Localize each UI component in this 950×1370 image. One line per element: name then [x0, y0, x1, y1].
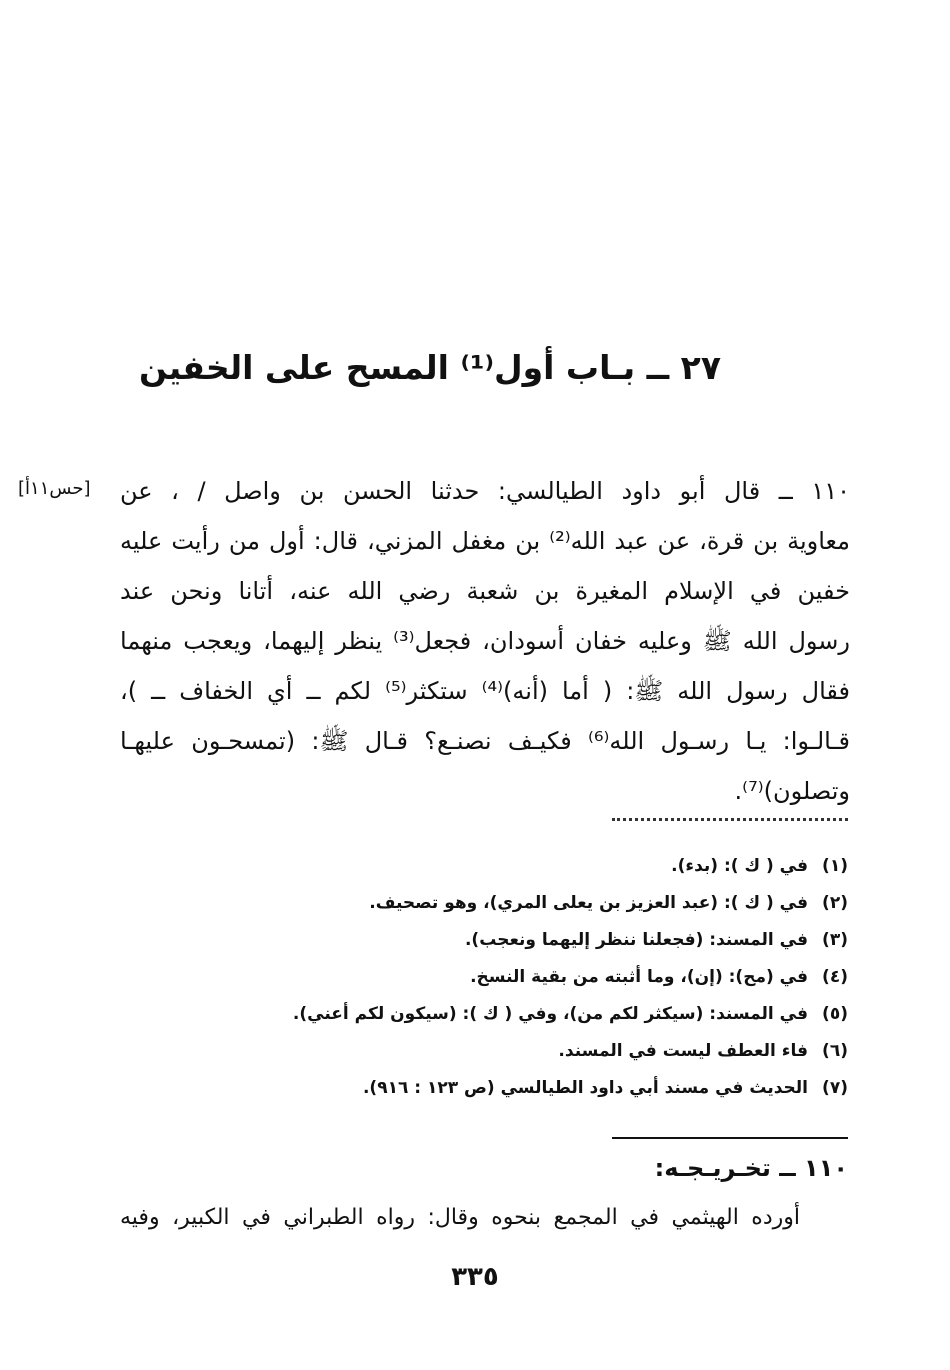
- footnote-item: [300, 922, 848, 959]
- hadith-text: [120, 466, 850, 816]
- footnote-text: في ( ك ): (عبد العزيز بن يعلى المري)، وهو تصحيف.: [369, 893, 808, 913]
- margin-reference: [حس١١أ]: [18, 478, 91, 499]
- footnote-number: (٥): [822, 1004, 848, 1024]
- chapter-title: ٢٧ ــ بـاب أول⁽¹⁾ المسح على الخفين: [139, 348, 721, 387]
- footnotes: [292, 848, 848, 1107]
- footnote-item: [300, 959, 848, 996]
- footnote-number: (١): [822, 856, 848, 876]
- hadith-line: معاوية بن قرة، عن عبد الله⁽²⁾ بن مغفل المزني، قال: أول من رأيت عليه: [120, 527, 850, 555]
- footnote-text: في المسند: (سيكثر لكم من)، وفي ( ك ): (سيكون لكم أعني).: [292, 1004, 808, 1024]
- footnote-item: [300, 848, 848, 885]
- footnote-separator: [612, 818, 848, 821]
- hadith-line: خفين في الإسلام المغيرة بن شعبة رضي الله عنه، أتانا ونحن عند: [120, 577, 850, 605]
- footnote-number: (٢): [822, 893, 848, 913]
- footnote-number: (٣): [822, 930, 848, 950]
- hadith-line: رسول الله ﷺ وعليه خفان أسودان، فجعل⁽³⁾ ينظر إليهما، ويعجب منهما: [120, 627, 850, 655]
- hadith-line: وتصلون)⁽⁷⁾.: [734, 777, 850, 805]
- page-number: ٣٣٥: [451, 1262, 499, 1292]
- footnote-text: فاء العطف ليست في المسند.: [558, 1041, 808, 1061]
- takhrij-text: أورده الهيثمي في المجمع بنحوه وقال: رواه الطبراني في الكبير، وفيه: [120, 1205, 800, 1230]
- hadith-line: قـالـوا: يـا رسـول الله⁽⁶⁾ فكيـف نصنـع؟ قـال ﷺ: (تمسحـون عليهـا: [120, 727, 850, 755]
- footnote-number: (٦): [822, 1041, 848, 1061]
- footnote-text: الحديث في مسند أبي داود الطيالسي (ص ١٢٣ : ٩١٦).: [362, 1078, 808, 1098]
- section-rule: [612, 1137, 848, 1139]
- footnote-number: (٤): [822, 967, 848, 987]
- hadith-line: ١١٠ ــ قال أبو داود الطيالسي: حدثنا الحسن بن واصل / ، عن: [120, 477, 850, 505]
- footnote-item: [300, 1033, 848, 1070]
- footnote-item: [300, 885, 848, 922]
- footnote-text: في ( ك ): (بدء).: [671, 856, 808, 876]
- footnote-item: [292, 996, 848, 1033]
- footnote-text: في (مح): (إن)، وما أثبته من بقية النسخ.: [470, 967, 808, 987]
- hadith-line: فقال رسول الله ﷺ: ( أما (أنه)⁽⁴⁾ ستكثر⁽⁵⁾ لكم ــ أي الخفاف ــ )،: [120, 677, 851, 705]
- footnote-item: [300, 1070, 848, 1107]
- footnote-number: (٧): [822, 1078, 848, 1098]
- footnote-text: في المسند: (فجعلنا ننظر إليهما ونعجب).: [464, 930, 808, 950]
- takhrij-heading: ١١٠ ــ تخـريـجـه:: [654, 1154, 848, 1182]
